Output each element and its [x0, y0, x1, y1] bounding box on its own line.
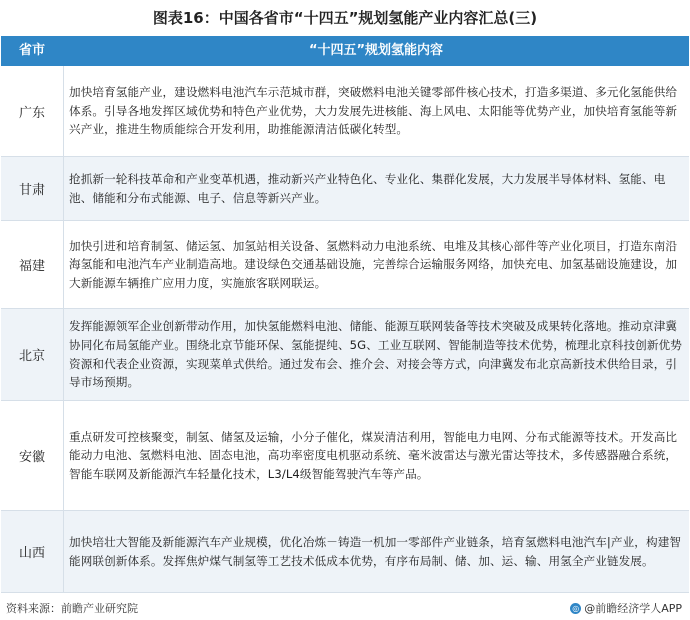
footer	[0, 595, 690, 620]
page-title: 图表16：中国各省市“十四五”规划氢能产业内容汇总(三)	[152, 9, 538, 27]
data-table	[1, 36, 689, 593]
table-row	[1, 66, 689, 157]
qianzhan-logo-icon: ◎	[570, 603, 581, 614]
row-province: 广东	[1, 66, 64, 156]
row-content: 加快引进和培育制氢、储运氢、加氢站相关设备、氢燃料动力电池系统、电堆及其核心部件等产业化项目，打造东南沿海氢能和电池汽车产业制造高地。建设绿色交通基础设施，完善综合运输服务网络，加快充电、加氢基础设施建设，加大新能源车辆推广应用力度，实施旅客联网联运。	[69, 238, 678, 290]
table-header	[1, 36, 689, 66]
row-content: 重点研发可控核聚变，制氢、储氢及运输，小分子催化，煤炭清洁利用，智能电力电网、分布式能源等技术。开发高比能动力电池、氢燃料电池、固态电池，高功率密度电机驱动系统、毫米波雷达与激光雷达等技术，多传感器融合系统，智能车联网及新能源汽车轻量化技术，L3/L4级智能驾驶汽车等产品。	[69, 429, 678, 481]
source-note: 资料来源：前瞻产业研究院	[6, 602, 138, 615]
brand-text: @前瞻经济学人APP	[584, 602, 682, 615]
row-content: 加快培壮大智能及新能源汽车产业规模，优化冶炼－铸造一机加一零部件产业链条，培育氢燃料电池汽车|产业，构建智能网联创新体系。发挥焦炉煤气制氢等工艺技术低成本优势，有序布局制、储、加、运、输、用氢全产业链发展。	[69, 534, 682, 568]
table-row	[1, 221, 689, 309]
row-content: 加快培育氢能产业，建设燃料电池汽车示范城市群，突破燃料电池关键零部件核心技术，打造多渠道、多元化氢能供给体系。引导各地发挥区域优势和特色产业优势，大力发展先进核能、海上风电、太阳能等优势产业，加快培育氢能等新兴产业，推进生物质能综合开发利用，助推能源清洁低碳化转型。	[69, 85, 678, 137]
row-province: 甘肃	[1, 157, 64, 220]
row-province: 山西	[1, 511, 64, 592]
row-province: 福建	[1, 221, 64, 308]
row-province: 安徽	[1, 401, 64, 510]
header-province: 省市	[18, 43, 45, 58]
table-row	[1, 401, 689, 511]
table-row	[1, 157, 689, 221]
row-content: 发挥能源领军企业创新带动作用，加快氢能燃料电池、储能、能源互联网装备等技术突破及成果转化落地。推动京津冀协同化布局氢能产业。围绕北京节能环保、氢能提纯、5G、工业互联网、智能制造等技术优势，梳理北京科技创新优势资源和代表企业资源，实现菜单式供给。通过发布会、推介会、对接会等方式，向津冀发布北京高新技术供给目录，引导市场预期。	[69, 319, 682, 390]
header-content: “十四五”规划氢能内容	[308, 43, 444, 58]
table-row	[1, 511, 689, 593]
brand-credit	[570, 600, 682, 616]
row-province: 北京	[1, 309, 64, 400]
row-content: 抢抓新一轮科技革命和产业变革机遇，推动新兴产业特色化、专业化、集群化发展，大力发展半导体材料、氢能、电池、储能和分布式能源、电子、信息等新兴产业。	[69, 171, 666, 205]
table-row	[1, 309, 689, 401]
